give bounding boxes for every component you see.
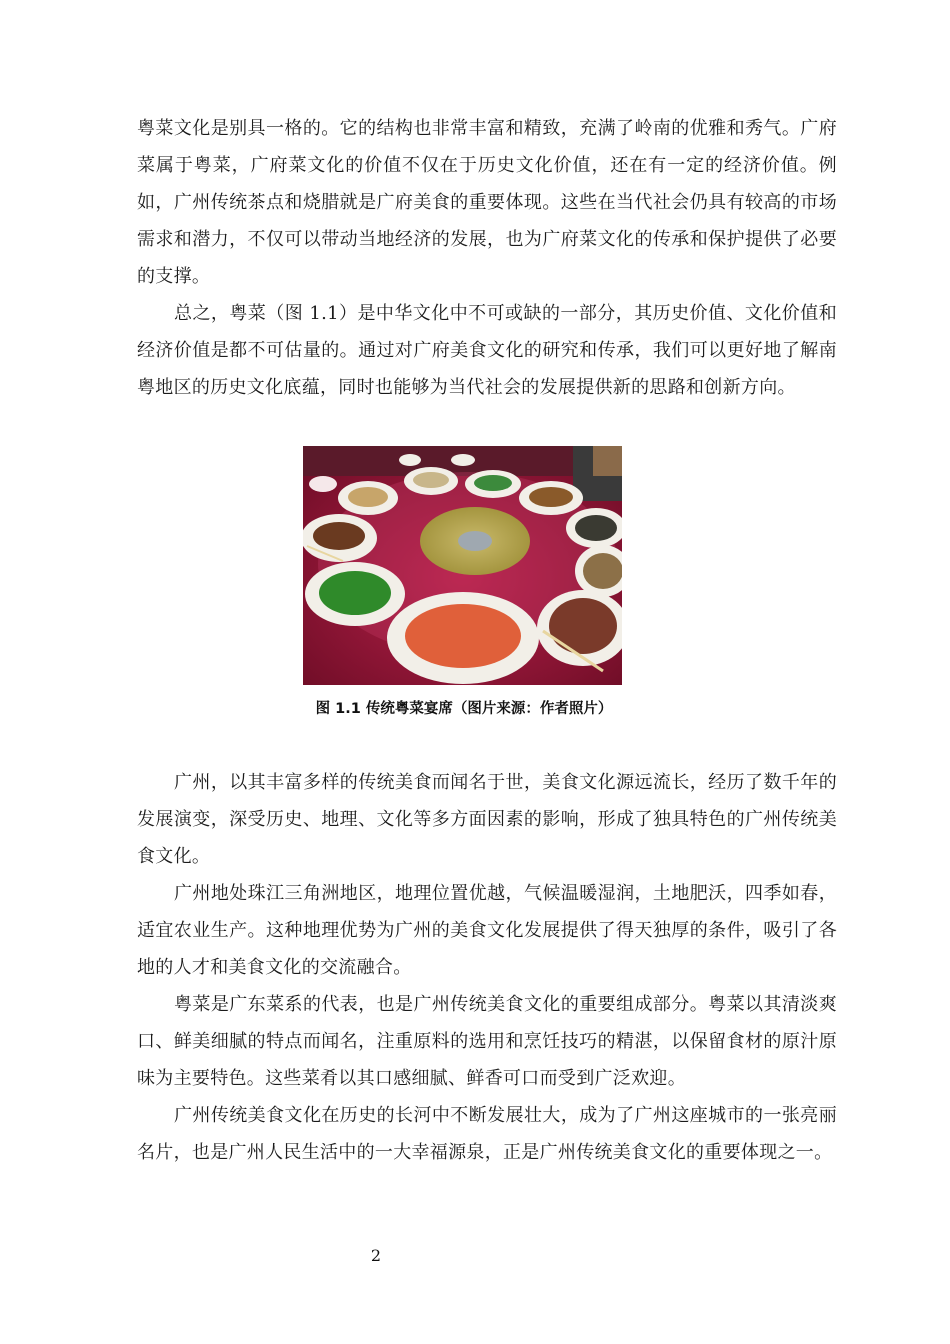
page-number: 2 [370, 1246, 382, 1265]
body-text-top [137, 110, 837, 406]
paragraph-6: 广州传统美食文化在历史的长河中不断发展壮大，成为了广州这座城市的一张亮丽名片，也是广州人民生活中的一大幸福源泉，正是广州传统美食文化的重要体现之一。 [137, 1105, 837, 1163]
paragraph-5: 粤菜是广东菜系的代表，也是广州传统美食文化的重要组成部分。粤菜以其清淡爽口、鲜美细腻的特点而闻名，注重原料的选用和烹饪技巧的精湛，以保留食材的原汁原味为主要特色。这些菜肴以其口感细腻、鲜香可口而受到广泛欢迎。 [137, 994, 837, 1089]
figure-caption: 图 1.1 传统粤菜宴席（图片来源：作者照片） [315, 701, 613, 717]
banquet-photo [303, 446, 622, 685]
paragraph-2: 总之，粤菜（图 1.1）是中华文化中不可或缺的一部分，其历史价值、文化价值和经济价值是都不可估量的。通过对广府美食文化的研究和传承，我们可以更好地了解南粤地区的历史文化底蕴，同时也能够为当代社会的发展提供新的思路和创新方向。 [137, 303, 837, 398]
paragraph-1: 粤菜文化是别具一格的。它的结构也非常丰富和精致，充满了岭南的优雅和秀气。广府菜属于粤菜，广府菜文化的价值不仅在于历史文化价值，还在有一定的经济价值。例如，广州传统茶点和烧腊就是广府美食的重要体现。这些在当代社会仍具有较高的市场需求和潜力，不仅可以带动当地经济的发展，也为广府菜文化的传承和保护提供了必要的支撑。 [137, 118, 837, 287]
banquet-photo-illustration [303, 446, 622, 685]
paragraph-3: 广州，以其丰富多样的传统美食而闻名于世，美食文化源远流长，经历了数千年的发展演变，深受历史、地理、文化等多方面因素的影响，形成了独具特色的广州传统美食文化。 [137, 772, 837, 867]
body-text-bottom [137, 764, 837, 1171]
paragraph-4: 广州地处珠江三角洲地区，地理位置优越，气候温暖湿润，土地肥沃，四季如春，适宜农业生产。这种地理优势为广州的美食文化发展提供了得天独厚的条件，吸引了各地的人才和美食文化的交流融合。 [137, 883, 837, 978]
